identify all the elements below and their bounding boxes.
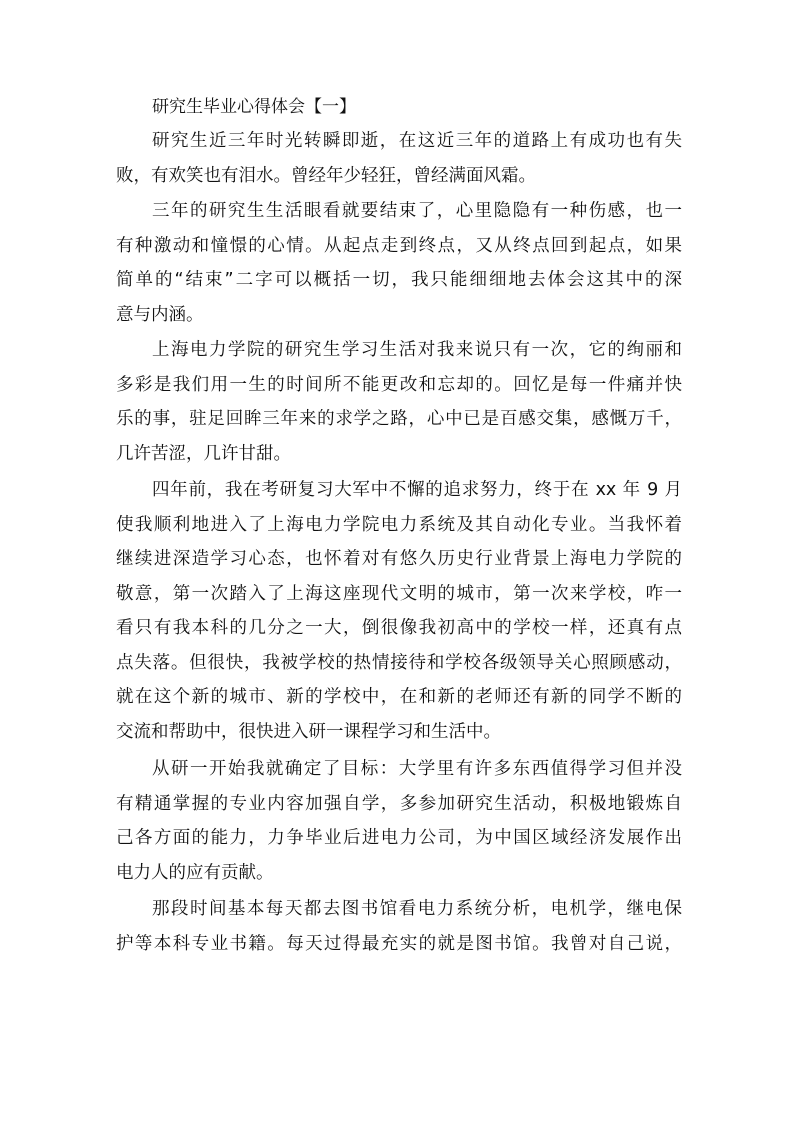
paragraph-2 (116, 194, 682, 332)
document-title: 研究生毕业心得体会【一】 (152, 97, 356, 117)
paragraph-line: 有精通掌握的专业内容加强自学，多参加研究生活动，积极地锻炼自 (116, 793, 682, 814)
paragraph-line: 研究生近三年时光转瞬即逝，在这近三年的道路上有成功也有失 (152, 131, 682, 151)
paragraph-line: 己各方面的能力，力争毕业后进电力公司，为中国区域经济发展作出 (116, 828, 682, 848)
paragraph-3 (116, 333, 682, 471)
paragraph-line: 从研一开始我就确定了目标：大学里有许多东西值得学习但并没 (152, 759, 682, 779)
paragraph-line: 敬意，第一次踏入了上海这座现代文明的城市，第一次来学校，咋一 (116, 583, 682, 604)
paragraph-6 (116, 892, 682, 961)
paragraph-line: 败，有欢笑也有泪水。曾经年少轻狂，曾经满面风霜。 (116, 165, 536, 186)
paragraph-line: 护等本科专业书籍。每天过得最充实的就是图书馆。我曾对自己说， (116, 933, 682, 954)
paragraph-5 (116, 752, 682, 890)
paragraph-line: 三年的研究生生活眼看就要结束了，心里隐隐有一种伤感，也一 (152, 201, 682, 221)
paragraph-line: 电力人的应有贡献。 (116, 862, 274, 883)
paragraph-line: 看只有我本科的几分之一大，倒很像我初高中的学校一样，还真有点 (116, 618, 682, 638)
paragraph-1 (116, 124, 682, 193)
paragraph-line: 上海电力学院的研究生学习生活对我来说只有一次，它的绚丽和 (152, 340, 682, 360)
paragraph-4 (116, 473, 682, 749)
paragraph-line: 乐的事，驻足回眸三年来的求学之路，心中已是百感交集，感慨万千， (116, 409, 682, 429)
paragraph-line: 使我顺利地进入了上海电力学院电力系统及其自动化专业。当我怀着 (116, 514, 682, 535)
paragraph-line: 几许苦涩，几许甘甜。 (116, 443, 291, 464)
paragraph-line: 有种激动和憧憬的心情。从起点走到终点，又从终点回到起点，如果 (116, 235, 682, 256)
paragraph-line: 四年前，我在考研复习大军中不懈的追求努力，终于在 xx 年 9 月 (152, 480, 682, 500)
paragraph-line: 继续进深造学习心态，也怀着对有悠久历史行业背景上海电力学院的 (116, 549, 682, 569)
paragraph-line: 那段时间基本每天都去图书馆看电力系统分析，电机学，继电保 (152, 899, 682, 919)
paragraph-line: 多彩是我们用一生的时间所不能更改和忘却的。回忆是每一件痛并快 (116, 374, 682, 395)
paragraph-line: 点失落。但很快，我被学校的热情接待和学校各级领导关心照顾感动， (116, 652, 682, 673)
paragraph-line: 意与内涵。 (116, 304, 204, 325)
paragraph-line: 简单的“结束”二字可以概括一切，我只能细细地去体会这其中的深 (116, 270, 682, 290)
paragraph-line: 交流和帮助中，很快进入研一课程学习和生活中。 (116, 721, 501, 742)
paragraph-line: 就在这个新的城市、新的学校中，在和新的老师还有新的同学不断的 (116, 687, 682, 707)
